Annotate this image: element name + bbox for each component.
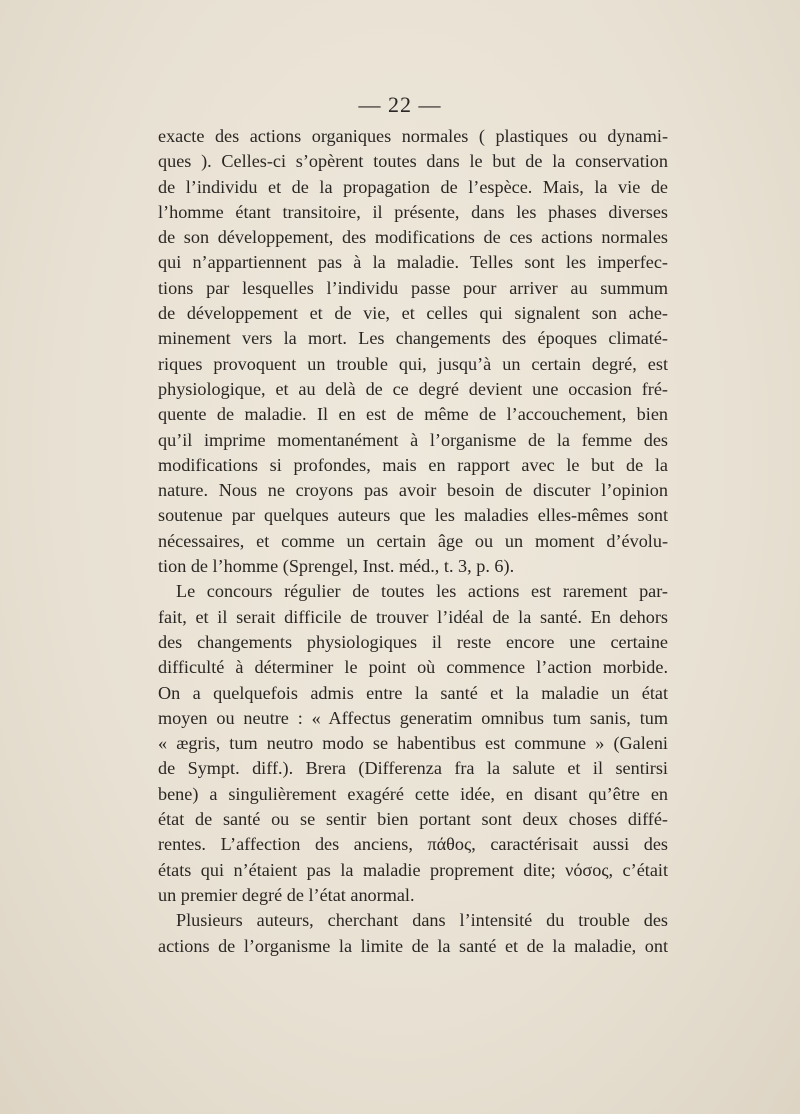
text-line: qu’il imprime momentanément à l’organisme de la femme des bbox=[158, 429, 668, 450]
text-line: rentes. L’affection des anciens, πάθος, caractérisait aussi des bbox=[158, 834, 668, 855]
text-line: Le concours régulier de toutes les actions est rarement par- bbox=[176, 581, 668, 602]
text-line: quente de maladie. Il en est de même de l’accouchement, bien bbox=[158, 404, 668, 425]
text-line: tion de l’homme (Sprengel, Inst. méd., t. 3, p. 6). bbox=[158, 556, 515, 577]
text-line: états qui n’étaient pas la maladie proprement dite; νόσος, c’était bbox=[158, 859, 668, 880]
text-line: exacte des actions organiques normales ( plastiques ou dynami- bbox=[158, 126, 668, 146]
text-line: tions par lesquelles l’individu passe pour arriver au summum bbox=[158, 277, 668, 298]
text-line: Plusieurs auteurs, cherchant dans l’intensité du trouble des bbox=[176, 910, 668, 931]
text-line: état de santé ou se sentir bien portant sont deux choses diffé- bbox=[158, 809, 668, 830]
text-line: nature. Nous ne croyons pas avoir besoin de discuter l’opinion bbox=[158, 480, 668, 501]
text-line: qui n’appartiennent pas à la maladie. Telles sont les imperfec- bbox=[158, 252, 668, 273]
text-line: de développement et de vie, et celles qui signalent son ache- bbox=[158, 303, 668, 324]
text-line: bene) a singulièrement exagéré cette idée, en disant qu’être en bbox=[158, 783, 668, 804]
text-line: On a quelquefois admis entre la santé et la maladie un état bbox=[158, 682, 668, 703]
text-line: « ægris, tum neutro modo se habentibus est commune » (Galeni bbox=[158, 733, 668, 754]
body-text bbox=[158, 124, 668, 959]
text-line: ques ). Celles-ci s’opèrent toutes dans le but de la conservation bbox=[158, 151, 668, 172]
text-line: des changements physiologiques il reste encore une certaine bbox=[158, 631, 668, 652]
text-line: fait, et il serait difficile de trouver l’idéal de la santé. En dehors bbox=[158, 606, 668, 627]
text-line: de l’individu et de la propagation de l’espèce. Mais, la vie de bbox=[158, 176, 668, 197]
text-line: riques provoquent un trouble qui, jusqu’à un certain degré, est bbox=[158, 353, 668, 374]
text-line: de Sympt. diff.). Brera (Differenza fra la salute et il sentirsi bbox=[158, 758, 668, 779]
text-line: de son développement, des modifications de ces actions normales bbox=[158, 227, 668, 248]
page-number: — 22 — bbox=[358, 92, 442, 117]
text-line: modifications si profondes, mais en rapport avec le but de la bbox=[158, 454, 668, 475]
text-line: un premier degré de l’état anormal. bbox=[158, 884, 415, 905]
text-line: difficulté à déterminer le point où commence l’action morbide. bbox=[158, 657, 668, 678]
text-line: moyen ou neutre : « Affectus generatim omnibus tum sanis, tum bbox=[158, 707, 668, 728]
text-line: soutenue par quelques auteurs que les maladies elles-mêmes sont bbox=[158, 505, 668, 526]
text-line: minement vers la mort. Les changements des époques climaté- bbox=[158, 328, 668, 349]
text-line: actions de l’organisme la limite de la santé et de la maladie, ont bbox=[158, 935, 668, 956]
text-line: nécessaires, et comme un certain âge ou un moment d’évolu- bbox=[158, 530, 668, 551]
text-line: physiologique, et au delà de ce degré devient une occasion fré- bbox=[158, 378, 668, 399]
text-line: l’homme étant transitoire, il présente, dans les phases diverses bbox=[158, 201, 668, 222]
